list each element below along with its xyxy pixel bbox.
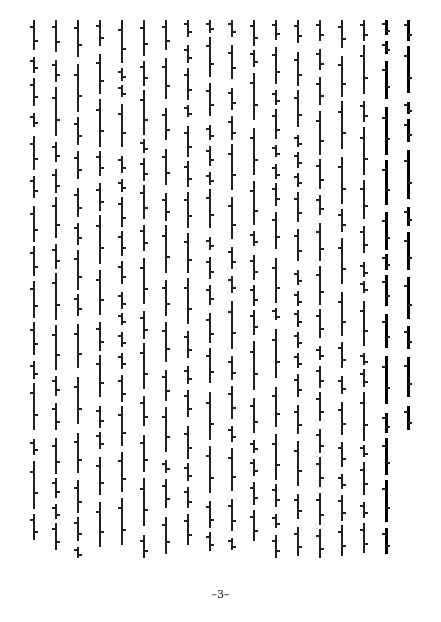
script-word [231, 386, 233, 419]
script-word [99, 406, 101, 428]
script-word [77, 294, 79, 316]
script-word [363, 502, 365, 518]
script-word [319, 309, 321, 338]
script-word [297, 405, 299, 434]
script-word [187, 126, 189, 157]
script-word [209, 237, 211, 250]
script-word [77, 324, 79, 368]
script-word [341, 442, 343, 467]
script-word [99, 432, 101, 449]
script-word [99, 99, 101, 147]
script-word [99, 457, 101, 495]
script-word [121, 353, 123, 369]
script-word [297, 291, 299, 306]
script-word [33, 514, 35, 540]
script-word [187, 463, 189, 481]
script-word [209, 285, 211, 305]
script-word [209, 37, 211, 77]
script-word [165, 58, 167, 99]
script-word [55, 20, 57, 52]
script-word [55, 523, 57, 550]
script-word [319, 20, 321, 41]
text-column [334, 20, 350, 556]
script-word [121, 179, 123, 192]
script-word [407, 150, 410, 199]
script-word [33, 322, 35, 355]
script-word [231, 301, 233, 349]
text-column [136, 20, 152, 558]
script-word [319, 49, 321, 70]
script-word [407, 207, 410, 226]
script-word [143, 435, 145, 472]
script-word [253, 341, 255, 390]
script-word [33, 57, 35, 73]
script-word [407, 232, 410, 270]
script-word [187, 514, 189, 545]
script-word [209, 83, 211, 116]
script-word [363, 281, 365, 293]
script-word [33, 136, 35, 170]
script-word [77, 377, 79, 424]
script-word [209, 532, 211, 551]
script-word [121, 197, 123, 227]
script-word [385, 356, 388, 404]
script-word [363, 262, 365, 277]
script-word [121, 452, 123, 492]
script-word [121, 292, 123, 309]
script-word [297, 52, 299, 86]
script-word [275, 308, 277, 320]
script-word [319, 266, 321, 305]
script-word [253, 128, 255, 175]
script-word [253, 231, 255, 246]
script-word [143, 311, 145, 339]
script-word [341, 56, 343, 97]
script-word [297, 192, 299, 222]
script-word [99, 215, 101, 264]
script-word [231, 45, 233, 79]
script-word [121, 85, 123, 97]
script-word [253, 20, 255, 46]
script-word [165, 149, 167, 185]
script-word [187, 426, 189, 459]
script-word [33, 176, 35, 198]
script-word [253, 440, 255, 453]
script-word [99, 54, 101, 94]
script-word [77, 117, 79, 145]
script-word [407, 119, 410, 142]
script-word [187, 487, 189, 508]
script-word [297, 332, 299, 348]
text-column [224, 20, 240, 550]
script-word [319, 159, 321, 189]
script-word [187, 20, 189, 37]
script-word [143, 20, 145, 56]
script-word [99, 502, 101, 547]
script-word [253, 285, 255, 306]
script-word [187, 161, 189, 187]
script-word [341, 402, 343, 435]
script-word [363, 369, 365, 387]
script-word [253, 398, 255, 433]
script-word [165, 20, 167, 50]
script-word [33, 78, 35, 106]
script-word [319, 77, 321, 105]
script-word [143, 90, 145, 135]
script-word [385, 275, 388, 306]
script-word [341, 495, 343, 521]
script-word [385, 480, 388, 522]
script-word [275, 20, 277, 40]
script-word [385, 107, 388, 155]
script-word [121, 406, 123, 446]
script-word [55, 273, 57, 320]
script-word [319, 195, 321, 215]
script-word [231, 247, 233, 269]
script-word [319, 457, 321, 487]
script-word [253, 255, 255, 280]
script-word [385, 61, 388, 99]
script-word [99, 183, 101, 211]
script-word [55, 403, 57, 430]
script-word [363, 523, 365, 553]
script-word [275, 47, 277, 84]
script-word [275, 329, 277, 378]
script-word [33, 439, 35, 455]
script-word [55, 87, 57, 136]
script-word [55, 244, 57, 269]
script-word [165, 108, 167, 140]
script-word [231, 538, 233, 550]
script-word [99, 20, 101, 46]
script-word [363, 101, 365, 122]
script-word [143, 185, 145, 219]
script-word [363, 20, 365, 41]
script-word [143, 343, 145, 389]
script-word [363, 392, 365, 441]
script-word [385, 41, 388, 54]
script-word [121, 332, 123, 347]
script-word [209, 392, 211, 440]
script-word [297, 270, 299, 285]
script-word [385, 528, 388, 554]
text-column [114, 20, 130, 553]
text-column [356, 20, 372, 553]
text-column [70, 20, 86, 558]
script-word [253, 459, 255, 476]
script-word [33, 20, 35, 50]
script-word [33, 383, 35, 430]
script-word [187, 331, 189, 358]
script-word [385, 413, 388, 433]
script-word [341, 292, 343, 336]
script-word [209, 348, 211, 383]
script-word [77, 517, 79, 541]
script-word [297, 135, 299, 147]
script-word [253, 181, 255, 225]
text-column [246, 20, 262, 548]
script-word [209, 501, 211, 528]
text-column [92, 20, 108, 552]
script-word [77, 188, 79, 217]
script-word [209, 446, 211, 493]
script-word [319, 493, 321, 525]
script-word [143, 258, 145, 304]
script-word [363, 127, 365, 175]
script-word [165, 280, 167, 316]
script-word [385, 314, 388, 348]
script-word [341, 101, 343, 149]
script-word [275, 164, 277, 179]
script-word [77, 151, 79, 179]
script-word [33, 246, 35, 276]
script-word [77, 20, 79, 57]
script-word [231, 20, 233, 37]
script-word [55, 376, 57, 396]
script-word [297, 527, 299, 556]
script-word [275, 484, 277, 507]
script-word [363, 353, 365, 365]
script-word [187, 192, 189, 228]
script-word [341, 157, 343, 204]
script-word [341, 376, 343, 394]
script-word [385, 212, 388, 250]
script-word [121, 104, 123, 147]
script-word [275, 145, 277, 157]
script-word [275, 90, 277, 105]
script-word [385, 254, 388, 270]
script-word [165, 193, 167, 221]
script-word [143, 61, 145, 86]
script-word [341, 525, 343, 556]
script-word [121, 231, 123, 256]
script-word [165, 460, 167, 473]
script-word [231, 426, 233, 442]
script-word [187, 390, 189, 417]
script-word [143, 225, 145, 251]
script-word [143, 535, 145, 558]
script-word [253, 310, 255, 335]
script-word [121, 498, 123, 545]
script-word [187, 278, 189, 324]
script-word [33, 206, 35, 242]
script-word [341, 474, 343, 489]
script-word [385, 160, 388, 205]
script-word [209, 146, 211, 166]
page-number: –3– [211, 588, 230, 601]
script-word [121, 68, 123, 81]
script-word [253, 510, 255, 541]
script-word [253, 482, 255, 505]
script-word [99, 151, 101, 176]
script-word [297, 20, 299, 43]
script-word [165, 225, 167, 273]
script-word [341, 20, 343, 48]
script-word [187, 105, 189, 117]
script-word [55, 60, 57, 82]
script-word [55, 504, 57, 519]
script-word [231, 356, 233, 380]
text-column [378, 20, 394, 554]
script-word [319, 429, 321, 453]
script-word [407, 20, 410, 41]
script-word [99, 355, 101, 397]
script-word [99, 270, 101, 315]
script-word [187, 366, 189, 384]
script-word [143, 396, 145, 426]
script-word [55, 438, 57, 474]
script-word [77, 433, 79, 473]
script-word [231, 499, 233, 531]
script-word [121, 20, 123, 63]
script-word [297, 353, 299, 368]
script-word [275, 434, 277, 480]
script-word [363, 462, 365, 495]
script-word [297, 173, 299, 187]
script-word [363, 180, 365, 219]
script-word [143, 158, 145, 181]
script-word [231, 276, 233, 293]
text-column [158, 20, 174, 554]
text-column [180, 20, 196, 550]
script-word [55, 169, 57, 193]
script-word [187, 45, 189, 63]
script-word [33, 281, 35, 318]
script-word [275, 514, 277, 528]
script-word [253, 50, 255, 67]
script-word [385, 20, 388, 35]
script-word [209, 172, 211, 185]
script-word [297, 494, 299, 519]
script-word [297, 310, 299, 327]
script-word [231, 88, 233, 110]
script-word [121, 156, 123, 173]
script-word [275, 535, 277, 558]
script-word [363, 226, 365, 253]
script-word [363, 445, 365, 457]
script-word [77, 64, 79, 112]
script-word [407, 102, 410, 114]
script-word [363, 301, 365, 346]
script-word [407, 326, 410, 349]
script-word [209, 125, 211, 140]
script-word [33, 361, 35, 379]
script-word [363, 45, 365, 94]
script-word [77, 547, 79, 558]
script-word [121, 313, 123, 325]
script-word [77, 223, 79, 245]
script-word [231, 197, 233, 239]
script-word [55, 142, 57, 162]
script-word [253, 73, 255, 120]
script-word [77, 480, 79, 513]
script-word [231, 144, 233, 190]
text-column [312, 20, 328, 558]
script-word [77, 250, 79, 290]
text-column [202, 20, 218, 551]
script-word [297, 152, 299, 168]
script-word [297, 229, 299, 261]
script-word [297, 90, 299, 127]
script-word [165, 479, 167, 508]
text-column [268, 20, 284, 558]
script-word [275, 212, 277, 249]
script-word [55, 325, 57, 370]
script-word [209, 313, 211, 343]
script-word [121, 375, 123, 402]
text-column [48, 20, 64, 550]
script-word [231, 448, 233, 491]
script-word [99, 322, 101, 351]
script-word [187, 68, 189, 100]
text-column [400, 20, 416, 430]
script-word [319, 392, 321, 421]
script-word [275, 109, 277, 139]
script-word [407, 277, 410, 319]
script-word [319, 346, 321, 360]
script-word [187, 233, 189, 273]
script-word [341, 209, 343, 232]
script-word [231, 116, 233, 140]
script-word [275, 258, 277, 303]
script-word [319, 529, 321, 558]
script-word [297, 374, 299, 397]
script-word [319, 111, 321, 155]
vertical-mongolian-text-block [26, 20, 416, 558]
script-word [275, 183, 277, 206]
text-column [290, 20, 306, 556]
script-word [341, 238, 343, 284]
script-word [55, 197, 57, 238]
script-word [143, 478, 145, 526]
script-word [319, 366, 321, 388]
script-word [55, 478, 57, 498]
script-word [165, 370, 167, 401]
script-word [407, 406, 410, 430]
script-word [407, 46, 410, 93]
script-word [121, 261, 123, 284]
script-word [341, 342, 343, 368]
script-word [165, 517, 167, 554]
script-word [209, 20, 211, 33]
script-word [407, 357, 410, 397]
script-word [275, 387, 277, 427]
script-word [209, 189, 211, 228]
text-column [26, 20, 42, 540]
script-word [33, 461, 35, 509]
script-word [165, 322, 167, 362]
script-word [165, 407, 167, 452]
script-word [209, 257, 211, 279]
script-word [33, 113, 35, 127]
script-word [143, 139, 145, 153]
script-word [297, 441, 299, 486]
script-word [385, 438, 388, 475]
script-word [319, 223, 321, 261]
